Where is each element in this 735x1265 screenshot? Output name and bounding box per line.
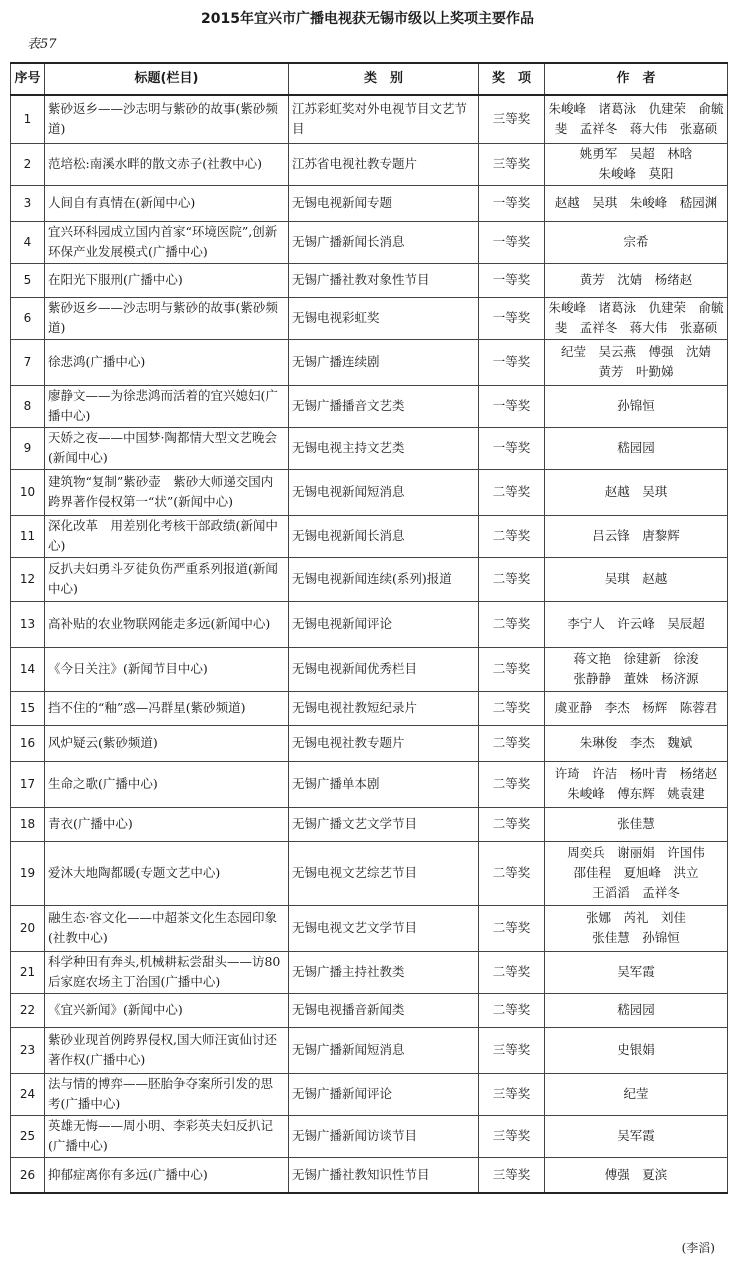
cell-author: 张娜 芮礼 刘佳 张佳慧 孙锦恒: [545, 905, 728, 951]
cell-author: 朱峻峰 诸葛泳 仇建荣 俞毓斐 孟祥冬 蒋大伟 张嘉硕: [545, 297, 728, 339]
table-row: [11, 95, 728, 143]
table-row: [11, 1157, 728, 1193]
cell-award: 三等奖: [479, 1073, 545, 1115]
cell-no: 5: [11, 263, 45, 297]
cell-author: 吕云锋 唐黎辉: [545, 515, 728, 557]
cell-no: 15: [11, 691, 45, 725]
cell-award: 一等奖: [479, 263, 545, 297]
cell-author: 赵越 吴琪: [545, 469, 728, 515]
cell-author: 朱峻峰 诸葛泳 仇建荣 俞毓斐 孟祥冬 蒋大伟 张嘉硕: [545, 95, 728, 143]
cell-no: 22: [11, 993, 45, 1027]
table-row: [11, 725, 728, 761]
cell-author: 许琦 许洁 杨叶青 杨绪赵 朱峻峰 傅东辉 姚袁建: [545, 761, 728, 807]
cell-author: 黄芳 沈婧 杨绪赵: [545, 263, 728, 297]
table-row: [11, 841, 728, 905]
table-header-row: [11, 63, 728, 95]
cell-award: 二等奖: [479, 905, 545, 951]
cell-award: 二等奖: [479, 647, 545, 691]
cell-no: 16: [11, 725, 45, 761]
cell-category: 无锡广播播音文艺类: [289, 385, 479, 427]
cell-title: 人间自有真情在(新闻中心): [45, 185, 289, 221]
cell-title: 紫砂业现首例跨界侵权,国大师汪寅仙讨还著作权(广播中心): [45, 1027, 289, 1073]
cell-title: 宜兴环科园成立国内首家“环境医院”,创新环保产业发展模式(广播中心): [45, 221, 289, 263]
table-row: [11, 263, 728, 297]
cell-title: 爱沐大地陶都暖(专题文艺中心): [45, 841, 289, 905]
cell-title: 反扒夫妇勇斗歹徒负伤严重系列报道(新闻中心): [45, 557, 289, 601]
cell-award: 三等奖: [479, 1115, 545, 1157]
cell-award: 一等奖: [479, 427, 545, 469]
cell-award: 一等奖: [479, 221, 545, 263]
cell-award: 一等奖: [479, 185, 545, 221]
table-row: [11, 143, 728, 185]
table-row: [11, 1073, 728, 1115]
cell-no: 24: [11, 1073, 45, 1115]
table-body: [11, 95, 728, 1193]
footer-attribution: (李滔): [681, 1241, 715, 1255]
table-row: [11, 185, 728, 221]
page-title: 2015年宜兴市广播电视获无锡市级以上奖项主要作品: [201, 11, 534, 27]
cell-title: 青衣(广播中心): [45, 807, 289, 841]
cell-no: 18: [11, 807, 45, 841]
table-row: [11, 647, 728, 691]
cell-category: 无锡电视新闻短消息: [289, 469, 479, 515]
cell-category: 无锡广播主持社教类: [289, 951, 479, 993]
cell-author: 孙锦恒: [545, 385, 728, 427]
cell-author: 吴军霞: [545, 1115, 728, 1157]
header-award: 奖 项: [479, 63, 545, 95]
cell-category: 无锡广播新闻短消息: [289, 1027, 479, 1073]
table-row: [11, 297, 728, 339]
cell-title: 挡不住的“釉”惑—冯群星(紫砂频道): [45, 691, 289, 725]
cell-title: 融生态·容文化——中超茶文化生态园印象(社教中心): [45, 905, 289, 951]
cell-no: 19: [11, 841, 45, 905]
cell-category: 无锡电视新闻优秀栏目: [289, 647, 479, 691]
cell-no: 8: [11, 385, 45, 427]
cell-award: 二等奖: [479, 469, 545, 515]
cell-category: 无锡广播社教对象性节目: [289, 263, 479, 297]
cell-category: 无锡电视新闻评论: [289, 601, 479, 647]
header-author: 作 者: [545, 63, 728, 95]
cell-author: 姚勇军 吴超 林晗 朱峻峰 莫阳: [545, 143, 728, 185]
table-row: [11, 469, 728, 515]
cell-no: 14: [11, 647, 45, 691]
cell-title: 建筑物“复制”紫砂壶 紫砂大师递交国内跨界著作侵权第一“状”(新闻中心): [45, 469, 289, 515]
cell-title: 《宜兴新闻》(新闻中心): [45, 993, 289, 1027]
cell-category: 无锡电视文艺文学节目: [289, 905, 479, 951]
cell-award: 二等奖: [479, 725, 545, 761]
table-row: [11, 761, 728, 807]
cell-category: 江苏彩虹奖对外电视节目文艺节目: [289, 95, 479, 143]
cell-award: 二等奖: [479, 951, 545, 993]
cell-title: 在阳光下服刑(广播中心): [45, 263, 289, 297]
cell-category: 无锡广播单本剧: [289, 761, 479, 807]
cell-no: 9: [11, 427, 45, 469]
cell-award: 一等奖: [479, 385, 545, 427]
table-row: [11, 807, 728, 841]
cell-title: 范培松:南溪水畔的散文赤子(社教中心): [45, 143, 289, 185]
cell-no: 1: [11, 95, 45, 143]
table-row: [11, 1115, 728, 1157]
cell-category: 无锡电视彩虹奖: [289, 297, 479, 339]
cell-category: 无锡电视主持文艺类: [289, 427, 479, 469]
cell-author: 宗希: [545, 221, 728, 263]
cell-title: 紫砂返乡——沙志明与紫砂的故事(紫砂频道): [45, 95, 289, 143]
table-row: [11, 557, 728, 601]
cell-author: 嵇园园: [545, 993, 728, 1027]
awards-table: [10, 62, 728, 1194]
cell-title: 科学种田有奔头,机械耕耘尝甜头——访80后家庭农场主丁治国(广播中心): [45, 951, 289, 993]
cell-award: 三等奖: [479, 95, 545, 143]
cell-category: 无锡广播社教知识性节目: [289, 1157, 479, 1193]
cell-no: 3: [11, 185, 45, 221]
header-no: 序号: [11, 63, 45, 95]
cell-category: 无锡电视播音新闻类: [289, 993, 479, 1027]
cell-author: 傅强 夏滨: [545, 1157, 728, 1193]
cell-author: 史银娟: [545, 1027, 728, 1073]
cell-no: 7: [11, 339, 45, 385]
cell-award: 三等奖: [479, 1157, 545, 1193]
cell-author: 嵇园园: [545, 427, 728, 469]
cell-category: 无锡电视社教专题片: [289, 725, 479, 761]
cell-award: 一等奖: [479, 339, 545, 385]
cell-category: 无锡电视文艺综艺节目: [289, 841, 479, 905]
table-row: [11, 427, 728, 469]
table-row: [11, 385, 728, 427]
cell-category: 无锡电视社教短纪录片: [289, 691, 479, 725]
cell-no: 25: [11, 1115, 45, 1157]
cell-no: 21: [11, 951, 45, 993]
cell-title: 深化改革 用差别化考核干部政绩(新闻中心): [45, 515, 289, 557]
cell-no: 2: [11, 143, 45, 185]
cell-award: 一等奖: [479, 297, 545, 339]
cell-title: 风炉疑云(紫砂频道): [45, 725, 289, 761]
cell-category: 无锡广播新闻长消息: [289, 221, 479, 263]
table-row: [11, 515, 728, 557]
table-row: [11, 221, 728, 263]
cell-category: 无锡电视新闻长消息: [289, 515, 479, 557]
cell-no: 12: [11, 557, 45, 601]
cell-author: 纪莹: [545, 1073, 728, 1115]
cell-award: 二等奖: [479, 993, 545, 1027]
cell-author: 李宁人 许云峰 吴辰超: [545, 601, 728, 647]
cell-category: 无锡广播连续剧: [289, 339, 479, 385]
cell-title: 法与情的博弈——胚胎争夺案所引发的思考(广播中心): [45, 1073, 289, 1115]
cell-category: 江苏省电视社教专题片: [289, 143, 479, 185]
cell-award: 二等奖: [479, 515, 545, 557]
table-row: [11, 951, 728, 993]
cell-author: 周奕兵 谢丽娟 许国伟 邵佳程 夏旭峰 洪立 王滔滔 孟祥冬: [545, 841, 728, 905]
cell-author: 赵越 吴琪 朱峻峰 嵇园渊: [545, 185, 728, 221]
table-row: [11, 691, 728, 725]
cell-category: 无锡电视新闻连续(系列)报道: [289, 557, 479, 601]
cell-award: 二等奖: [479, 761, 545, 807]
cell-category: 无锡广播文艺文学节目: [289, 807, 479, 841]
table-row: [11, 993, 728, 1027]
table-row: [11, 905, 728, 951]
cell-award: 二等奖: [479, 807, 545, 841]
cell-category: 无锡广播新闻访谈节目: [289, 1115, 479, 1157]
cell-title: 《今日关注》(新闻节目中心): [45, 647, 289, 691]
header-category: 类 别: [289, 63, 479, 95]
cell-no: 10: [11, 469, 45, 515]
cell-author: 虞亚静 李杰 杨辉 陈蓉君: [545, 691, 728, 725]
cell-award: 二等奖: [479, 557, 545, 601]
cell-title: 英雄无悔——周小明、李彩英夫妇反扒记(广播中心): [45, 1115, 289, 1157]
cell-category: 无锡广播新闻评论: [289, 1073, 479, 1115]
cell-author: 吴军霞: [545, 951, 728, 993]
cell-no: 20: [11, 905, 45, 951]
cell-title: 紫砂返乡——沙志明与紫砂的故事(紫砂频道): [45, 297, 289, 339]
cell-author: 吴琪 赵越: [545, 557, 728, 601]
cell-no: 6: [11, 297, 45, 339]
table-row: [11, 339, 728, 385]
cell-award: 三等奖: [479, 1027, 545, 1073]
cell-author: 朱琳俊 李杰 魏斌: [545, 725, 728, 761]
cell-title: 生命之歌(广播中心): [45, 761, 289, 807]
table-number: 表57: [27, 37, 57, 52]
table-row: [11, 1027, 728, 1073]
cell-title: 抑郁症离你有多远(广播中心): [45, 1157, 289, 1193]
cell-title: 高补贴的农业物联网能走多远(新闻中心): [45, 601, 289, 647]
cell-no: 26: [11, 1157, 45, 1193]
cell-no: 23: [11, 1027, 45, 1073]
header-title: 标题(栏目): [45, 63, 289, 95]
cell-author: 纪莹 吴云燕 傅强 沈婧 黄芳 叶勤娣: [545, 339, 728, 385]
cell-title: 徐悲鸿(广播中心): [45, 339, 289, 385]
cell-category: 无锡电视新闻专题: [289, 185, 479, 221]
cell-award: 二等奖: [479, 691, 545, 725]
cell-award: 二等奖: [479, 841, 545, 905]
cell-no: 17: [11, 761, 45, 807]
cell-title: 廖静文——为徐悲鸿而活着的宜兴媳妇(广播中心): [45, 385, 289, 427]
table-row: [11, 601, 728, 647]
cell-no: 13: [11, 601, 45, 647]
cell-award: 三等奖: [479, 143, 545, 185]
cell-author: 蒋文艳 徐建新 徐浚 张静静 董姝 杨济源: [545, 647, 728, 691]
cell-title: 天娇之夜——中国梦·陶都情大型文艺晚会(新闻中心): [45, 427, 289, 469]
cell-author: 张佳慧: [545, 807, 728, 841]
cell-award: 二等奖: [479, 601, 545, 647]
cell-no: 4: [11, 221, 45, 263]
cell-no: 11: [11, 515, 45, 557]
